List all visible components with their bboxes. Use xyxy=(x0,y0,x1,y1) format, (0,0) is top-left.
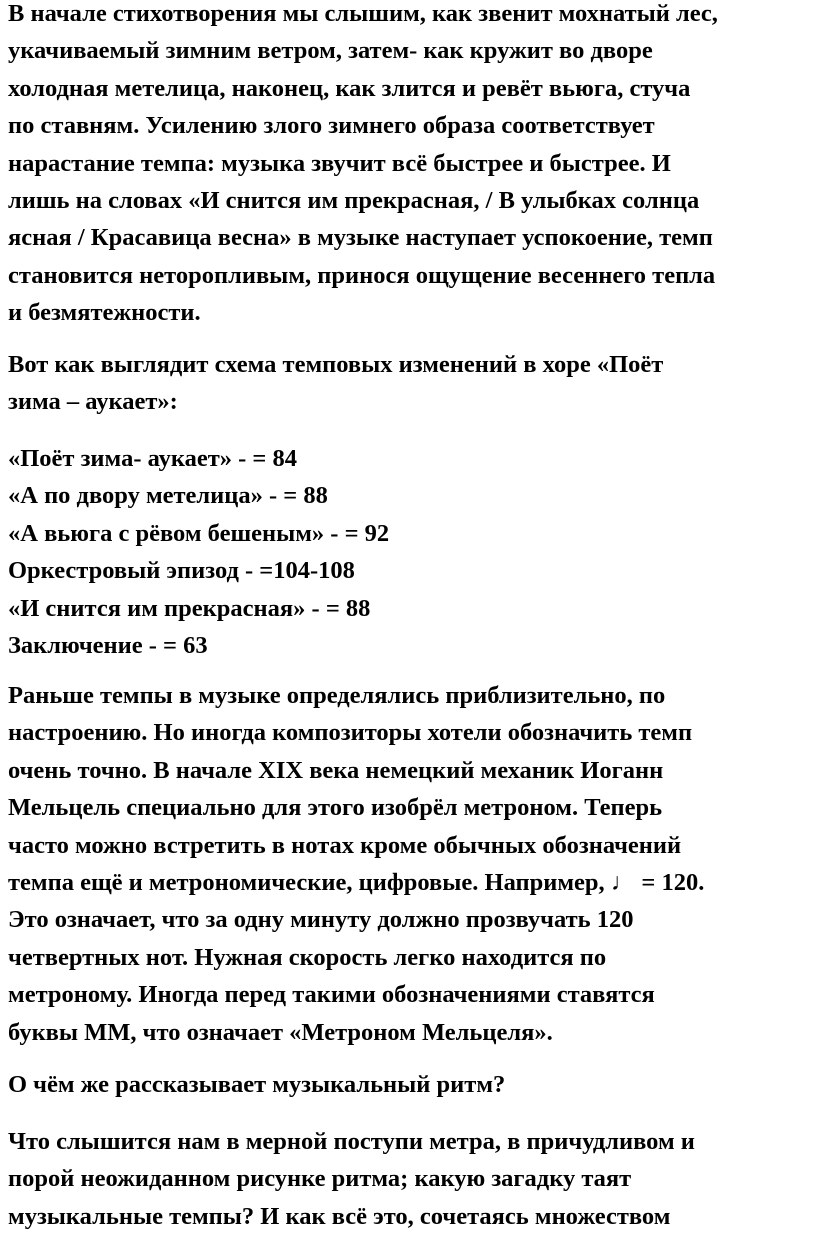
text-line: становится неторопливым, принося ощущение весеннего тепла xyxy=(8,261,716,289)
paragraph-rhythm-question xyxy=(8,1066,816,1103)
text-line: Вот как выглядит схема темповых изменений в хоре «Поёт xyxy=(8,351,664,378)
tempo-scheme-item: «Поёт зима- аукает» - = 84 xyxy=(8,445,298,472)
text-line: настроению. Но иногда композиторы хотели обозначить темп xyxy=(8,719,693,747)
text-line: музыкальные темпы? И как всё это, сочетаясь множеством xyxy=(8,1202,671,1230)
tempo-scheme-item: «А по двору метелица» - = 88 xyxy=(8,482,328,510)
text-line: зима – аукает»: xyxy=(8,388,178,416)
tempo-scheme-item: Оркестровый эпизод - =104-108 xyxy=(8,557,355,585)
text-line: О чём же рассказывает музыкальный ритм? xyxy=(8,1071,506,1098)
text-line: нарастание темпа: музыка звучит всё быстрее и быстрее. И xyxy=(8,149,671,177)
paragraph-poem-description xyxy=(8,0,816,332)
text-line: темпа ещё и метрономические, цифровые. Например, ♩ = 120. xyxy=(8,869,705,897)
text-line: по ставням. Усилению злого зимнего образа соответствует xyxy=(8,112,655,140)
text-line: лишь на словах «И снится им прекрасная, / В улыбках солнца xyxy=(8,187,700,215)
tempo-scheme-item: Заключение - = 63 xyxy=(8,632,208,660)
text-line: и безмятежности. xyxy=(8,299,201,327)
text-line: Мельцель специально для этого изобрёл метроном. Теперь xyxy=(8,794,663,822)
text-line: Раньше темпы в музыке определялись приблизительно, по xyxy=(8,682,666,709)
tempo-scheme-item: «И снится им прекрасная» - = 88 xyxy=(8,594,371,622)
text-line: очень точно. В начале XIX века немецкий механик Иоганн xyxy=(8,756,664,784)
text-line: буквы ММ, что означает «Метроном Мельцеля». xyxy=(8,1018,553,1046)
text-line: укачиваемый зимним ветром, затем- как кружит во дворе xyxy=(8,37,653,65)
text-line: ясная / Красавица весна» в музыке наступает успокоение, темп xyxy=(8,224,713,252)
paragraph-rhythm-details xyxy=(8,1123,816,1235)
paragraph-tempo-intro xyxy=(8,346,816,421)
text-line: четвертных нот. Нужная скорость легко находится по xyxy=(8,943,607,971)
tempo-scheme-list xyxy=(8,440,816,664)
paragraph-metronome-history xyxy=(8,677,816,1051)
text-line: часто можно встретить в нотах кроме обычных обозначений xyxy=(8,831,682,859)
text-line: метроному. Иногда перед такими обозначениями ставятся xyxy=(8,981,655,1009)
text-line: В начале стихотворения мы слышим, как звенит мохнатый лес, xyxy=(8,0,718,27)
tempo-scheme-item: «А вьюга с рёвом бешеным» - = 92 xyxy=(8,519,390,547)
text-line: порой неожиданном рисунке ритма; какую загадку таят xyxy=(8,1165,632,1193)
text-line: Это означает, что за одну минуту должно прозвучать 120 xyxy=(8,906,634,934)
text-line: холодная метелица, наконец, как злится и ревёт вьюга, стуча xyxy=(8,74,691,102)
text-line: Что слышится нам в мерной поступи метра, в причудливом и xyxy=(8,1128,695,1155)
